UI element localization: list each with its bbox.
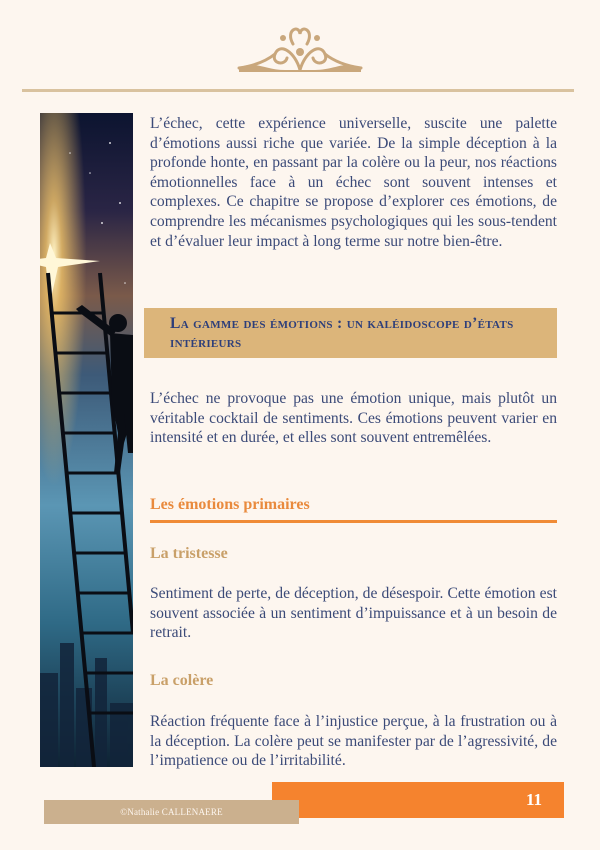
- tristesse-heading: La tristesse: [150, 545, 228, 562]
- flourish-ornament-icon: [235, 22, 365, 74]
- section-heading-box: [144, 308, 557, 358]
- top-divider: [22, 89, 574, 92]
- section-title: La gamme des émotions : un kaléidoscope d’états intérieurs: [170, 315, 514, 351]
- copyright-bar: [44, 800, 299, 824]
- intro-paragraph: L’échec, cette expérience universelle, suscite une palette d’émotions aussi riche que variée. De la simple déception à la profonde honte, en passant par la colère ou la peur, nos réactions émotionnelles face à un échec sont souvent intenses et complexes. Ce chapitre se propose d’explorer ces émotions, de comprendre les mécanismes psychologiques qui les sous-tendent et d’évaluer leur impact à long terme sur notre bien-être.: [150, 115, 557, 250]
- copyright-text: ©Nathalie CALLENAERE: [120, 807, 223, 817]
- primary-emotions-heading: Les émotions primaires: [150, 496, 310, 513]
- colere-paragraph: Réaction fréquente face à l’injustice perçue, à la frustration ou à la déception. La colère peut se manifester par de l’agressivité, de l’impatience ou de l’irritabilité.: [150, 713, 557, 770]
- body-paragraph-emotions: L’échec ne provoque pas une émotion unique, mais plutôt un véritable cocktail de sentiments. Ces émotions peuvent varier en intensité et en durée, et elles sont souvent entremêlées.: [150, 390, 557, 447]
- orange-divider: [150, 520, 557, 523]
- page-number-bar: [272, 782, 564, 818]
- colere-heading: La colère: [150, 672, 214, 689]
- tristesse-paragraph: Sentiment de perte, de déception, de désespoir. Cette émotion est souvent associée à un sentiment d’impuissance et à un besoin de retrait.: [150, 585, 557, 642]
- ladder-to-star-illustration: [40, 113, 133, 767]
- page-number: 11: [525, 790, 542, 809]
